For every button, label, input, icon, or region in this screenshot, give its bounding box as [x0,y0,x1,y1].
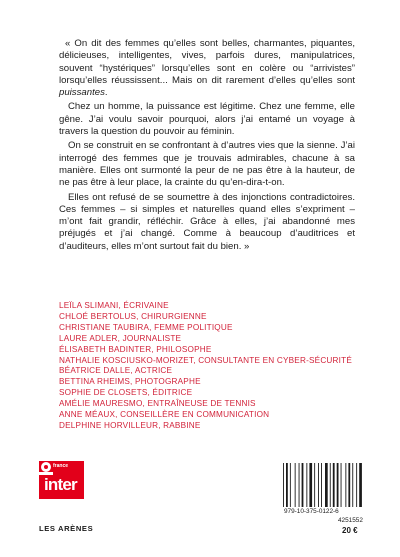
contributor-item: CHRISTIANE TAUBIRA, FEMME POLITIQUE [59,322,233,332]
contributors-list [59,301,359,432]
contributor-item: AMÉLIE MAURESMO, ENTRAÎNEUSE DE TENNIS [59,399,256,409]
contributor-item: BÉATRICE DALLE, ACTRICE [59,366,173,376]
logo-france-text: france [53,463,69,469]
contributor-item: CHLOÉ BERTOLUS, CHIRURGIENNE [59,311,207,321]
publisher-name: LES ARÈNES [39,524,94,533]
barcode [283,463,362,507]
quote-paragraph-2: Chez un homme, la puissance est légitime. Chez une femme, elle gêne. J’ai voulu savoir pourquoi, alors j’ai entamé un voyage à travers la question du pouvoir au féminin. [59,101,355,138]
contributor-item: NATHALIE KOSCIUSKO-MORIZET, CONSULTANTE EN CYBER-SÉCURITÉ [59,355,352,365]
contributor-item: ÉLISABETH BADINTER, PHILOSOPHE [59,344,212,354]
price-label: 20 € [342,526,358,535]
contributor-item: LEÏLA SLIMANI, ÉCRIVAINE [59,301,169,310]
contributor-item: ANNE MÉAUX, CONSEILLÈRE EN COMMUNICATION [59,410,270,420]
back-cover-quote [59,38,355,255]
france-inter-logo [39,461,84,499]
quote-paragraph-4: Elles ont refusé de se soumettre à des injonctions contradictoires. Ces femmes – si simples et naturelles quand elles s’expriment – m’ont fait grandir, réfléchir. Grâce à elles, j’ai abandonné mes préjugés et j’ai changé. Comme à beaucoup d’auditrices et d’auditeurs, elles m’ont surtout fait du bien. » [59,191,355,252]
quote-paragraph-1: « On dit des femmes qu’elles sont belles, charmantes, piquantes, délicieuses, intelligentes, vives, parfois dures, manipulatrices, souvent “hystériques” lorsqu’elles sont en colère ou “arrivistes” lorsqu’elles réussissent... Mais on dit rarement d’elles qu’elles sont puissantes. [59,38,355,99]
quote-paragraph-3: On se construit en se confrontant à d’autres vies que la sienne. J’ai interrogé des femmes que je trouvais admirables, chacune à sa manière. Elles ont surmonté la peur de ne pas être à la hauteur, de ne pas être à leur place, la crainte du qu’en-dira-t-on. [59,140,355,189]
contributor-item: BETTINA RHEIMS, PHOTOGRAPHE [59,377,201,387]
isbn-number: 979-10-375-0122-6 [284,508,339,515]
contributor-item: DELPHINE HORVILLEUR, RABBINE [59,420,201,430]
contributor-item: LAURE ADLER, JOURNALISTE [59,333,182,343]
quote-emphasis: puissantes [59,87,105,99]
logo-circle-icon [41,462,51,472]
logo-inter-text: inter [44,475,77,494]
contributor-item: SOPHIE DE CLOSETS, ÉDITRICE [59,388,193,398]
product-code: 4251552 [338,517,363,524]
